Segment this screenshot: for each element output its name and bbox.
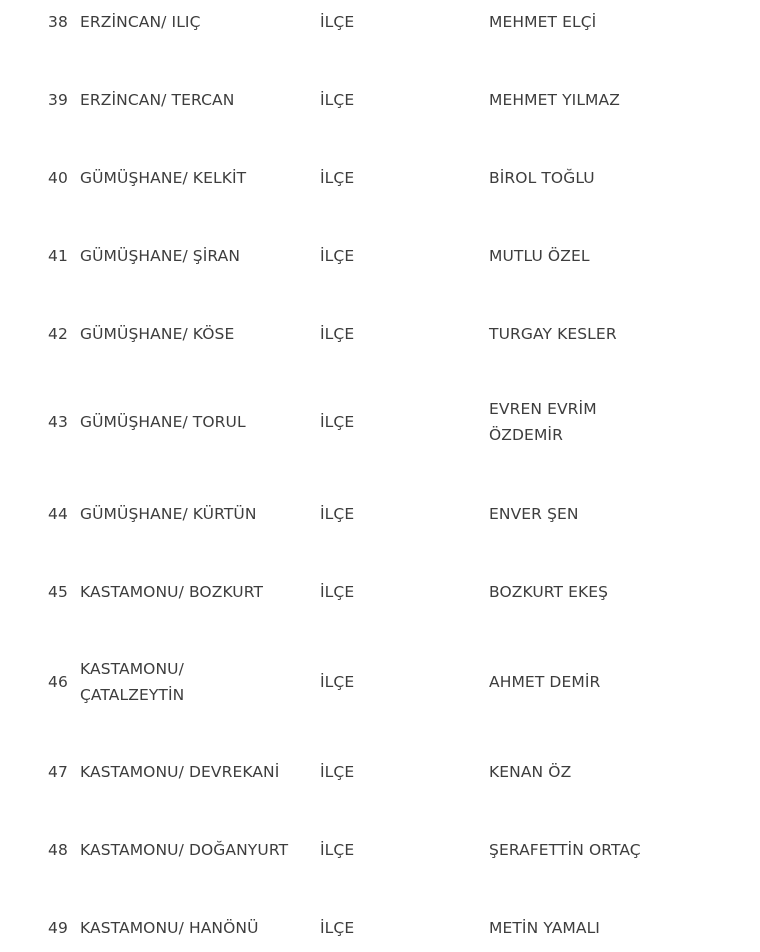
table-row: [0, 568, 760, 616]
row-name-cell: [489, 904, 689, 952]
table-row: [0, 0, 760, 46]
row-name: MEHMET YILMAZ: [489, 91, 620, 109]
row-type-cell: [320, 748, 470, 796]
row-name: ENVER ŞEN: [489, 505, 579, 523]
row-number: 44: [48, 505, 68, 523]
row-number-cell: [48, 568, 78, 616]
table-row: [0, 904, 760, 952]
row-place-cell: [80, 490, 320, 538]
row-name-cell: [489, 386, 689, 458]
row-number-cell: [48, 232, 78, 280]
row-number-cell: [48, 310, 78, 358]
row-type-cell: [320, 232, 470, 280]
row-name: MUTLU ÖZEL: [489, 247, 590, 265]
row-place: ERZİNCAN/ ILIÇ: [80, 13, 201, 31]
row-number-cell: [48, 826, 78, 874]
row-place: KASTAMONU/ DEVREKANİ: [80, 763, 280, 781]
row-place: KASTAMONU/ HANÖNÜ: [80, 919, 259, 937]
row-name-cell: [489, 826, 689, 874]
row-number-cell: [48, 646, 78, 718]
row-name: BİROL TOĞLU: [489, 169, 595, 187]
row-number: 46: [48, 673, 68, 691]
table-row: [0, 76, 760, 124]
row-name: MEHMET ELÇİ: [489, 13, 597, 31]
row-name: AHMET DEMİR: [489, 673, 601, 691]
row-name: METİN YAMALI: [489, 919, 600, 937]
row-place-cell: [80, 568, 320, 616]
row-number: 48: [48, 841, 68, 859]
row-name-cell: [489, 568, 689, 616]
row-name: KENAN ÖZ: [489, 763, 572, 781]
row-name-cell: [489, 0, 689, 46]
row-number-cell: [48, 0, 78, 46]
row-number-cell: [48, 386, 78, 458]
row-type-cell: [320, 386, 470, 458]
row-type: İLÇE: [320, 91, 355, 109]
row-place: GÜMÜŞHANE/ KÖSE: [80, 325, 235, 343]
row-name: TURGAY KESLER: [489, 325, 617, 343]
row-number: 49: [48, 919, 68, 937]
row-number-cell: [48, 76, 78, 124]
row-type: İLÇE: [320, 763, 355, 781]
row-place: GÜMÜŞHANE/ TORUL: [80, 413, 246, 431]
row-number: 42: [48, 325, 68, 343]
row-name: EVREN EVRİM ÖZDEMİR: [489, 400, 597, 444]
row-name: ŞERAFETTİN ORTAÇ: [489, 841, 641, 859]
table-row: [0, 826, 760, 874]
row-name-cell: [489, 490, 689, 538]
row-name-cell: [489, 310, 689, 358]
row-type: İLÇE: [320, 673, 355, 691]
row-type: İLÇE: [320, 169, 355, 187]
row-number: 40: [48, 169, 68, 187]
row-type: İLÇE: [320, 583, 355, 601]
row-name-cell: [489, 748, 689, 796]
row-type: İLÇE: [320, 413, 355, 431]
row-number-cell: [48, 490, 78, 538]
row-name-cell: [489, 76, 689, 124]
table-row: [0, 310, 760, 358]
table-row: [0, 154, 760, 202]
row-type-cell: [320, 568, 470, 616]
row-place-cell: [80, 386, 320, 458]
row-type: İLÇE: [320, 247, 355, 265]
row-place: GÜMÜŞHANE/ ŞİRAN: [80, 247, 241, 265]
table-row: [0, 490, 760, 538]
row-number-cell: [48, 154, 78, 202]
row-type-cell: [320, 904, 470, 952]
row-number: 41: [48, 247, 68, 265]
row-number: 43: [48, 413, 68, 431]
row-number: 39: [48, 91, 68, 109]
row-place: GÜMÜŞHANE/ KÜRTÜN: [80, 505, 257, 523]
row-name-cell: [489, 154, 689, 202]
row-type: İLÇE: [320, 325, 355, 343]
row-place-cell: [80, 154, 320, 202]
row-place-cell: [80, 904, 320, 952]
row-number: 38: [48, 13, 68, 31]
row-name-cell: [489, 232, 689, 280]
row-type-cell: [320, 646, 470, 718]
row-place-cell: [80, 310, 320, 358]
row-number: 45: [48, 583, 68, 601]
row-name-cell: [489, 646, 689, 718]
row-place-cell: [80, 646, 320, 718]
row-type-cell: [320, 76, 470, 124]
row-type: İLÇE: [320, 13, 355, 31]
table-row: [0, 232, 760, 280]
row-type: İLÇE: [320, 505, 355, 523]
row-place-cell: [80, 748, 320, 796]
row-place: KASTAMONU/ ÇATALZEYTİN: [80, 660, 185, 704]
row-place: ERZİNCAN/ TERCAN: [80, 91, 235, 109]
row-number-cell: [48, 904, 78, 952]
table-row: [0, 386, 760, 458]
row-type-cell: [320, 826, 470, 874]
row-number: 47: [48, 763, 68, 781]
row-type-cell: [320, 154, 470, 202]
row-place: GÜMÜŞHANE/ KELKİT: [80, 169, 247, 187]
row-name: BOZKURT EKEŞ: [489, 583, 609, 601]
row-type-cell: [320, 490, 470, 538]
row-place: KASTAMONU/ DOĞANYURT: [80, 841, 289, 859]
row-type: İLÇE: [320, 919, 355, 937]
table-row: [0, 748, 760, 796]
row-type-cell: [320, 310, 470, 358]
table-row: [0, 646, 760, 718]
row-place-cell: [80, 0, 320, 46]
row-place: KASTAMONU/ BOZKURT: [80, 583, 264, 601]
row-type-cell: [320, 0, 470, 46]
row-place-cell: [80, 826, 320, 874]
row-place-cell: [80, 76, 320, 124]
row-place-cell: [80, 232, 320, 280]
row-number-cell: [48, 748, 78, 796]
row-type: İLÇE: [320, 841, 355, 859]
